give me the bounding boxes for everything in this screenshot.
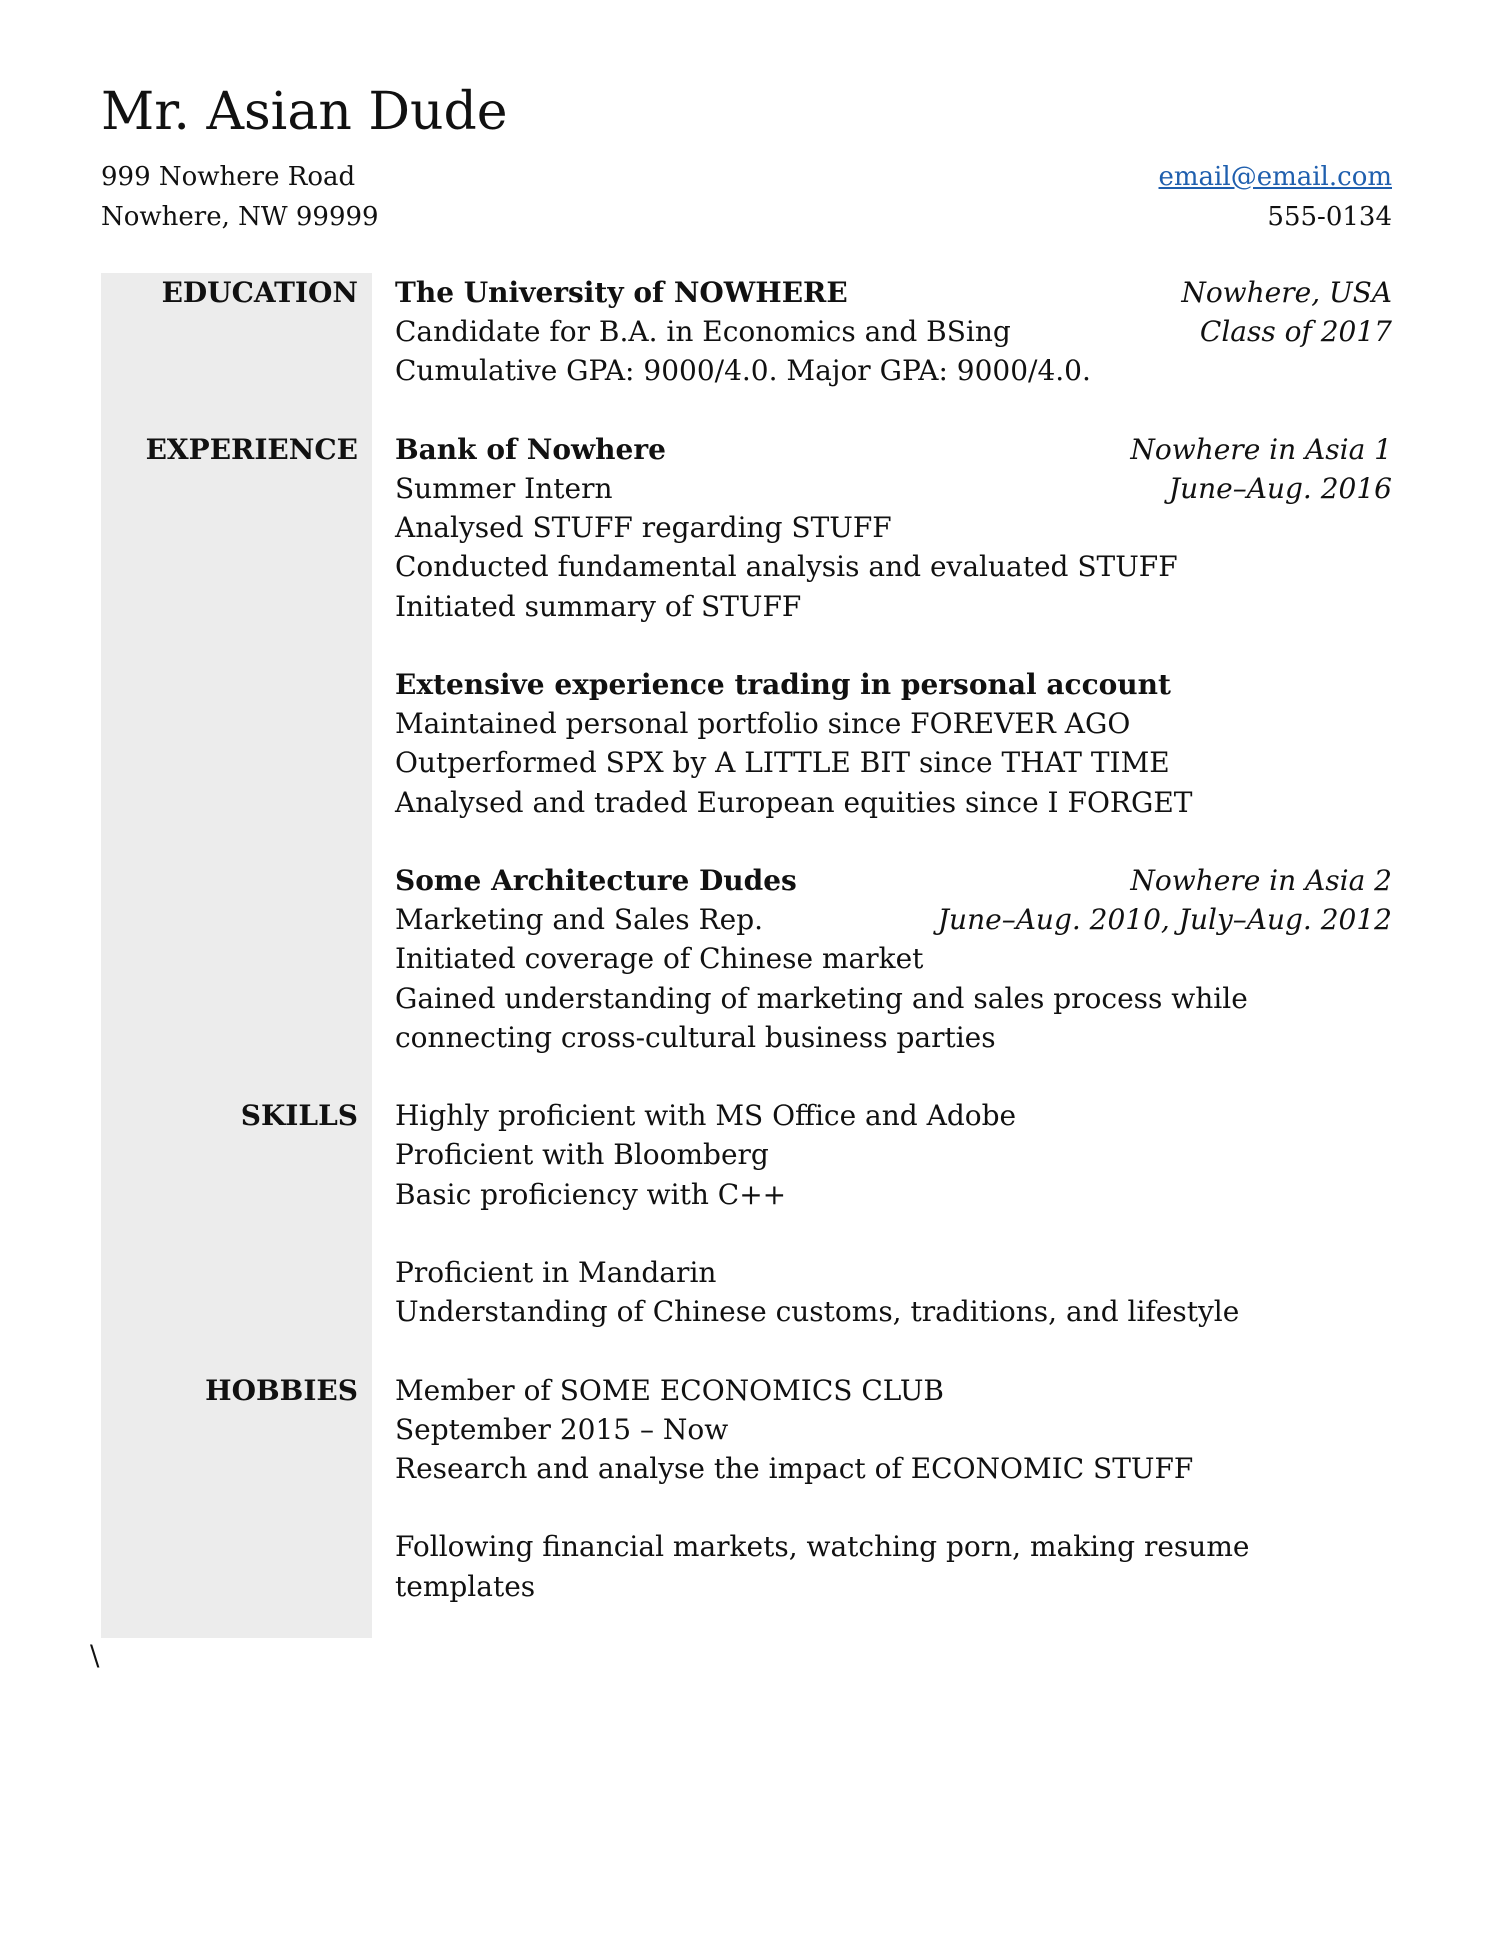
job-bullet: Conducted fundamental analysis and evaluated STUFF <box>395 550 1178 584</box>
email-link[interactable]: email@email.com <box>1158 162 1392 192</box>
section-heading: SKILLS <box>240 1099 358 1133</box>
job-bullet: Analysed STUFF regarding STUFF <box>395 511 892 545</box>
section-heading: EXPERIENCE <box>145 432 358 466</box>
hobby-item: Member of SOME ECONOMICS CLUB <box>395 1373 945 1407</box>
skill-item: Understanding of Chinese customs, traditions, and lifestyle <box>395 1295 1240 1329</box>
stray-backslash: \ <box>90 1639 100 1672</box>
skill-item: Basic proficiency with C++ <box>395 1177 787 1211</box>
address-line-2: Nowhere, NW 99999 <box>101 202 379 232</box>
education-section <box>101 273 1392 391</box>
skill-item: Proficient in Mandarin <box>395 1256 717 1289</box>
job-dates: June–Aug. 2016 <box>1168 472 1392 505</box>
experience-section <box>101 430 1392 1057</box>
job-role: Summer Intern <box>395 472 613 505</box>
job-dates: June–Aug. 2010, July–Aug. 2012 <box>937 903 1392 937</box>
job-bullet: Analysed and traded European equities since I FORGET <box>395 785 1193 819</box>
degree: Candidate for B.A. in Economics and BSing <box>395 315 1011 349</box>
resume-body <box>101 273 1392 1606</box>
hobbies-section <box>101 1371 1392 1606</box>
job-role: Marketing and Sales Rep. <box>395 903 764 937</box>
job-location: Nowhere in Asia 2 <box>1130 864 1392 897</box>
job-bullet: Outperformed SPX by A LITTLE BIT since THAT TIME <box>395 746 1170 780</box>
job-bullet: Initiated coverage of Chinese market <box>395 942 924 976</box>
job-bullet: Gained understanding of marketing and sales process while <box>395 981 1248 1015</box>
school-name: The University of NOWHERE <box>395 276 848 309</box>
hobby-item: Research and analyse the impact of ECONOMIC STUFF <box>395 1452 1194 1485</box>
skills-section <box>101 1096 1392 1331</box>
job-bullet: Maintained personal portfolio since FOREVER AGO <box>395 707 1131 741</box>
hobby-item: templates <box>395 1569 536 1603</box>
skill-item: Highly proficient with MS Office and Adobe <box>395 1099 1017 1133</box>
job-org: Bank of Nowhere <box>395 432 666 466</box>
job-org: Some Architecture Dudes <box>395 864 797 897</box>
hobby-item: September 2015 – Now <box>395 1412 729 1446</box>
address-line-1: 999 Nowhere Road <box>101 162 356 192</box>
graduation-class: Class of 2017 <box>1199 315 1392 349</box>
section-heading: HOBBIES <box>205 1373 358 1407</box>
school-location: Nowhere, USA <box>1181 276 1392 309</box>
job-org: Extensive experience trading in personal account <box>395 668 1171 701</box>
job-location: Nowhere in Asia 1 <box>1130 432 1392 466</box>
job-bullet: Initiated summary of STUFF <box>395 589 802 623</box>
skill-item: Proficient with Bloomberg <box>395 1138 769 1172</box>
phone-number: 555-0134 <box>1267 202 1392 232</box>
candidate-name: Mr. Asian Dude <box>101 82 508 142</box>
gpa: Cumulative GPA: 9000/4.0. Major GPA: 9000/4.0. <box>395 354 1091 388</box>
hobby-item: Following financial markets, watching porn, making resume <box>395 1530 1250 1564</box>
job-bullet: connecting cross-cultural business parties <box>395 1020 996 1054</box>
section-heading: EDUCATION <box>161 276 358 309</box>
